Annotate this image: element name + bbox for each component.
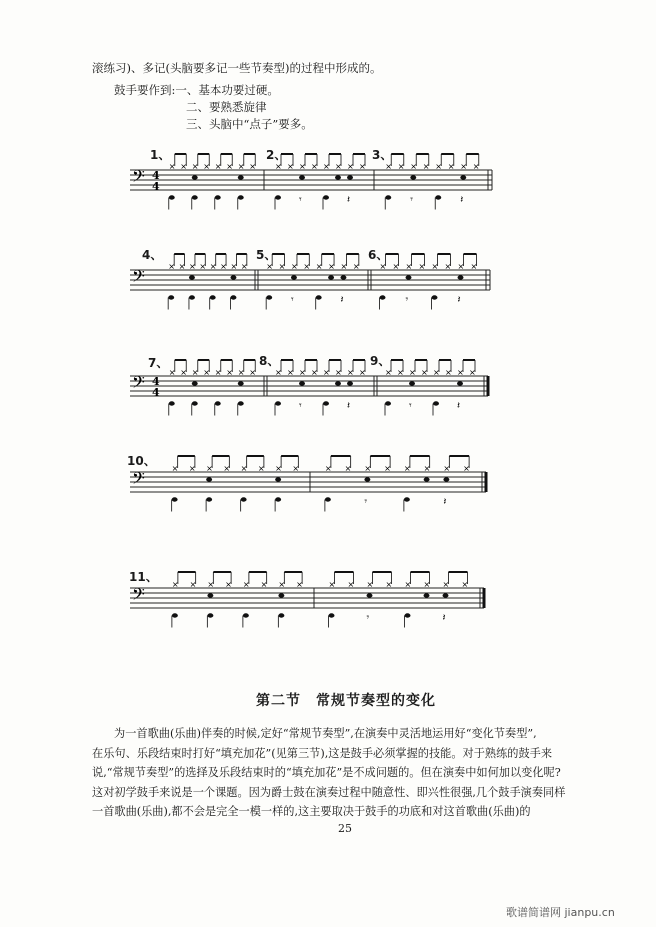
page-number: 25 [338,822,352,835]
hihat-note: × [315,262,323,271]
hihat-note: × [470,262,478,271]
snare-note [291,275,297,279]
hihat-note: × [223,464,231,473]
hihat-note: × [311,368,318,377]
bass-drum-note [275,401,281,405]
staff-system-2 [130,262,490,322]
hihat-note: × [171,580,179,589]
hihat-note: × [335,162,342,171]
hihat-note: × [340,262,348,271]
snare-note [192,175,198,179]
hihat-note: × [347,580,355,589]
hihat-note: × [397,162,405,171]
rest-icon: 𝄽 [442,612,446,624]
bass-clef-icon: 𝄢 [132,372,145,396]
bass-drum-note [385,401,391,405]
bass-drum-note [210,295,216,299]
bass-drum-note [192,195,198,199]
hihat-note: × [311,162,318,171]
paragraph-line-4: 这对初学鼓手来说是一个课题。因为爵士鼓在演奏过程中随意性、即兴性很强,几个鼓手演奏同样 [92,785,566,799]
paragraph-line-3: 说,“常规节奏型”的选择及乐段结束时的“填充加花”是不成问题的。但在演奏中如何加以变化呢? [92,766,561,779]
bass-drum-note [323,195,329,199]
hihat-note: × [323,368,330,377]
bass-drum-note [230,295,236,299]
hihat-note: × [423,464,431,473]
hihat-note: × [385,162,392,171]
hihat-note: × [418,262,426,271]
rest-icon: 𝄽 [457,294,461,306]
time-signature-top: 4 [152,169,160,182]
time-signature-bottom: 4 [152,386,160,399]
hihat-note: × [328,580,336,589]
hihat-note: × [278,262,286,271]
bass-drum-note [243,613,249,617]
rest-icon: 𝄾 [366,612,370,624]
snare-note [410,175,416,179]
hihat-note: × [225,580,232,589]
bass-drum-note [172,497,178,501]
snare-note [409,381,415,385]
hihat-note: × [324,464,332,473]
bass-drum-note [238,195,244,199]
hihat-note: × [423,580,431,589]
bass-drum-note [380,295,386,299]
example-label-3: 3、 [372,148,393,162]
bass-drum-note [329,613,335,617]
intro-line-1: 滚练习)、多记(头脑要多记一些节奏型)的过程中形成的。 [92,61,382,75]
rest-icon: 𝄾 [364,496,368,508]
hihat-note: × [457,368,464,377]
bass-clef-icon: 𝄢 [132,584,145,608]
hihat-note: × [206,464,213,473]
hihat-note: × [392,262,400,271]
hihat-note: × [191,368,199,377]
hihat-note: × [344,464,352,473]
example-label-9: 9、 [370,354,391,368]
snare-note [458,275,464,279]
example-label-8: 8、 [259,354,280,368]
example-label-10: 10、 [127,454,156,468]
hihat-note: × [335,368,342,377]
snare-note [238,175,244,179]
hihat-note: × [359,368,366,377]
hihat-note: × [299,162,306,171]
rest-icon: 𝄾 [405,294,409,306]
snare-note [207,593,213,597]
bass-drum-note [238,401,244,405]
hihat-note: × [457,262,465,271]
bass-drum-note [172,613,178,617]
paragraph-line-5: 一首歌曲(乐曲),都不会是完全一模一样的,这主要取决于鼓手的功底和对这首歌曲(乐曲)的 [92,805,531,818]
snare-note [364,477,370,481]
hihat-note: × [463,464,470,473]
bass-drum-note [266,295,272,299]
example-label-2: 2、 [266,148,287,162]
hihat-note: × [323,162,330,171]
hihat-note: × [180,368,187,377]
hihat-note: × [266,262,273,271]
staff-system-5 [130,580,490,640]
hihat-note: × [226,368,233,377]
hihat-note: × [226,162,233,171]
hihat-note: × [189,580,197,589]
bass-drum-note [433,401,439,405]
bass-drum-note [168,295,174,299]
hihat-note: × [249,162,256,171]
hihat-note: × [257,464,265,473]
hihat-note: × [347,162,354,171]
example-label-4: 4、 [142,248,163,262]
hihat-note: × [199,262,207,271]
bass-drum-note [432,295,438,299]
hihat-note: × [178,262,186,271]
hihat-note: × [180,162,187,171]
hihat-note: × [469,368,476,377]
hihat-note: × [379,262,387,271]
hihat-note: × [385,580,393,589]
snare-note [367,593,373,597]
hihat-note: × [303,262,311,271]
hihat-note: × [171,464,179,473]
hihat-note: × [278,580,286,589]
snare-note [230,275,236,279]
hihat-note: × [230,262,238,271]
hihat-note: × [290,262,298,271]
intro-line-4: 三、头脑中“点子”要多。 [186,117,313,131]
bass-clef-icon: 𝄢 [132,468,145,492]
snare-note [278,593,284,597]
rest-icon: 𝄾 [290,294,294,306]
staff-system-4 [130,464,490,524]
rest-icon: 𝄽 [340,294,344,306]
hihat-note: × [220,262,227,271]
bass-drum-note [215,195,221,199]
snare-note [424,593,430,597]
snare-note [328,275,334,279]
snare-note [443,593,449,597]
bass-drum-note [404,497,410,501]
hihat-note: × [422,162,430,171]
example-label-5: 5、 [256,248,277,262]
example-label-11: 11、 [129,570,158,584]
hihat-note: × [472,162,480,171]
hihat-note: × [240,464,248,473]
hihat-note: × [237,368,245,377]
bass-drum-note [405,613,411,617]
hihat-note: × [366,580,374,589]
bass-drum-note [325,497,331,501]
hihat-note: × [352,262,360,271]
hihat-note: × [328,262,335,271]
hihat-note: × [445,368,452,377]
hihat-note: × [385,368,392,377]
snare-note [189,275,195,279]
hihat-note: × [209,262,217,271]
rest-icon: 𝄽 [347,400,351,412]
bass-drum-note [275,195,281,199]
hihat-note: × [287,368,294,377]
time-signature-top: 4 [152,375,160,388]
bass-drum-note [385,195,391,199]
bass-drum-note [206,497,212,501]
example-label-7: 7、 [148,356,169,370]
bass-drum-note [215,401,221,405]
hihat-note: × [443,464,451,473]
hihat-note: × [168,262,175,271]
hihat-note: × [384,464,391,473]
hihat-note: × [275,368,282,377]
snare-note [347,381,353,385]
bass-drum-note [275,497,281,501]
snare-note [335,175,341,179]
rest-icon: 𝄾 [410,194,413,206]
paragraph-line-1: 为一首歌曲(乐曲)伴奏的时候,定好“常规节奏型”,在演奏中灵活地运用好“变化节奏型”, [114,727,537,740]
rest-icon: 𝄽 [460,194,464,206]
hihat-note: × [447,162,455,171]
snare-note [340,275,346,279]
hihat-note: × [460,162,467,171]
snare-note [206,477,212,481]
hihat-note: × [214,162,222,171]
hihat-note: × [292,464,300,473]
paragraph-line-2: 在乐句、乐段结束时打好“填充加花”(见第三节),这是鼓手必须掌握的技能。对于熟练的鼓手来 [92,746,553,760]
example-label-1: 1、 [150,148,171,162]
hihat-note: × [410,162,417,171]
hihat-note: × [364,464,372,473]
rest-icon: 𝄽 [457,400,461,412]
hihat-note: × [347,368,354,377]
hihat-note: × [168,368,176,377]
section-paragraph [92,724,598,822]
hihat-note: × [433,368,440,377]
rest-icon: 𝄾 [299,400,302,412]
staff-system-1 [130,162,490,222]
hihat-note: × [435,162,442,171]
bass-drum-note [435,195,441,199]
site-watermark: 歌谱简谱网 jianpu.cn [506,906,615,919]
example-label-6: 6、 [368,248,389,262]
bass-clef-icon: 𝄢 [132,166,145,190]
hihat-note: × [237,162,245,171]
hihat-note: × [403,464,411,473]
section-title: 第二节 常规节奏型的变化 [256,693,436,709]
bass-drum-note [169,195,175,199]
rest-icon: 𝄾 [409,400,412,412]
hihat-note: × [275,162,282,171]
hihat-note: × [405,262,413,271]
snare-note [347,175,353,179]
intro-line-2: 鼓手要作到:一、基本功要过硬。 [114,83,279,97]
hihat-note: × [299,368,306,377]
hihat-note: × [260,580,268,589]
rest-icon: 𝄽 [443,496,447,508]
bass-drum-note [241,497,247,501]
rest-icon: 𝄽 [347,194,351,206]
hihat-note: × [275,464,282,473]
bass-drum-note [316,295,322,299]
hihat-note: × [249,368,256,377]
snare-note [335,381,341,385]
bass-drum-note [189,295,195,299]
hihat-note: × [207,580,215,589]
snare-note [275,477,281,481]
hihat-note: × [296,580,303,589]
snare-note [192,381,198,385]
hihat-note: × [431,262,439,271]
hihat-note: × [188,262,196,271]
hihat-note: × [442,580,450,589]
snare-note [443,477,449,481]
hihat-note: × [214,368,222,377]
snare-note [238,381,244,385]
hihat-note: × [242,580,250,589]
hihat-note: × [240,262,248,271]
hihat-note: × [188,464,196,473]
bass-drum-note [169,401,175,405]
snare-note [299,381,305,385]
hihat-note: × [404,580,412,589]
bass-clef-icon: 𝄢 [132,266,145,290]
bass-drum-note [192,401,198,405]
snare-note [457,381,463,385]
bass-drum-note [323,401,329,405]
hihat-note: × [168,162,176,171]
hihat-note: × [397,368,404,377]
hihat-note: × [444,262,452,271]
time-signature-bottom: 4 [152,180,160,193]
hihat-note: × [359,162,366,171]
hihat-note: × [461,580,469,589]
snare-note [424,477,430,481]
bass-drum-note [278,613,284,617]
rest-icon: 𝄾 [299,194,302,206]
bass-drum-note [207,613,213,617]
hihat-note: × [191,162,199,171]
hihat-note: × [421,368,428,377]
hihat-note: × [203,368,210,377]
snare-note [460,175,466,179]
snare-note [299,175,305,179]
hihat-note: × [203,162,210,171]
hihat-note: × [287,162,294,171]
intro-line-3: 二、要熟悉旋律 [186,100,267,114]
snare-note [406,275,412,279]
staff-system-3 [130,368,490,428]
hihat-note: × [409,368,416,377]
